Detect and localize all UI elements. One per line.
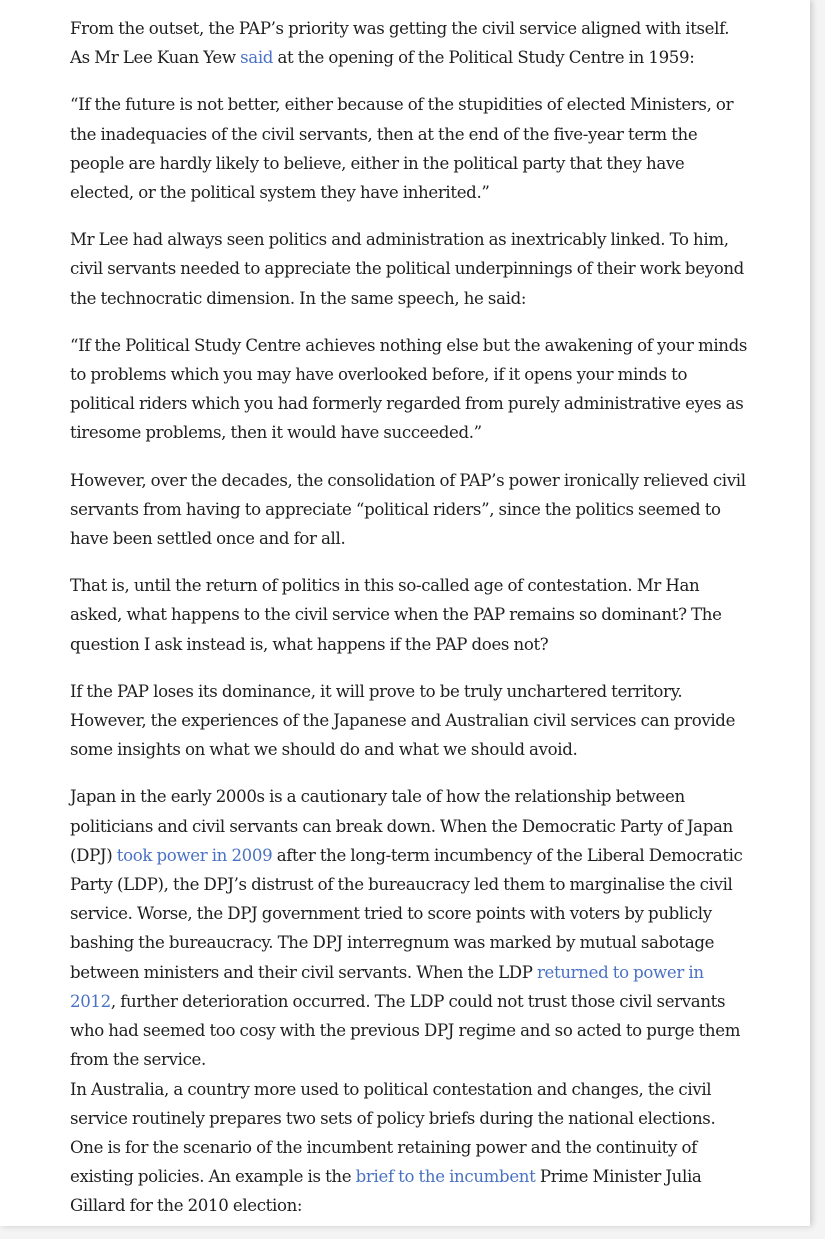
paragraph-japan (70, 782, 750, 1074)
article-body (70, 14, 750, 1239)
paragraph-australia-text-a: In Australia, a country more used to political contestation and changes, the civil service routinely prepares two sets of policy briefs during the national elections. One is for the scenario of the incumbent retaining power and the continuity of existing policies. An example is the (70, 1079, 716, 1187)
paragraph-australia (70, 1075, 750, 1221)
quote-2: “If the Political Study Centre achieves nothing else but the awakening of your minds to problems which you may have overlooked before, if it opens your minds to political riders which you had formerly regarded from purely administrative eyes as tiresome problems, then it would have succeeded.” (70, 335, 748, 443)
said-link[interactable]: said (240, 48, 274, 68)
paragraph-6: That is, until the return of politics in this so-called age of contestation. Mr Han asked, what happens to the civil service when the PAP remains so dominant? The question I ask instead is, what happens if the PAP does not? (70, 576, 722, 654)
paragraph-3: Mr Lee had always seen politics and administration as inextricably linked. To him, civil servants needed to appreciate the political underpinnings of their work beyond the technocratic dimension. In the same speech, he said: (70, 230, 744, 308)
paragraph-1-text-b: at the opening of the Political Study Centre in 1959: (273, 48, 695, 68)
paragraph-japan-text-b: after the long-term incumbency of the Liberal Democratic Party (LDP), the DPJ’s distrust of the bureaucracy led them to marginalise the civil service. Worse, the DPJ government tried to score points with voters by publicly bashing the bureaucracy. The DPJ interregnum was marked by mutual sabotage between ministers and their civil servants. When the LDP (70, 845, 743, 982)
paragraph-japan-text-c: , further deterioration occurred. The LDP could not trust those civil servants who had seemed too cosy with the previous DPJ regime and so acted to purge them from the service. (70, 991, 741, 1070)
brief-to-incumbent-link[interactable]: brief to the incumbent (355, 1167, 536, 1187)
paragraph-5: However, over the decades, the consolidation of PAP’s power ironically relieved civil servants from having to appreciate “political riders”, since the politics seemed to have been settled once and for all. (70, 470, 746, 549)
returned-to-power-link[interactable]: returned to power in 2012 (70, 962, 704, 1011)
paragraph-1 (70, 14, 750, 72)
paragraph-1-text-a: From the outset, the PAP’s priority was getting the civil service aligned with itself. As Mr Lee Kuan Yew (70, 19, 730, 68)
paragraph-australia-text-b: Prime Minister Julia Gillard for the 2010 election: (70, 1167, 702, 1216)
paragraph-japan-text-a: Japan in the early 2000s is a cautionary tale of how the relationship between politicians and civil servants can break down. When the Democratic Party of Japan (DPJ) (70, 787, 733, 865)
quote-1: “If the future is not better, either because of the stupidities of elected Ministers, or the inadequacies of the civil servants, then at the end of the five-year term the people are hardly likely to believe, either in the political party that they have elected, or the political system they have inherited.” (70, 95, 734, 203)
paragraph-7: If the PAP loses its dominance, it will prove to be truly unchartered territory. However, the experiences of the Japanese and Australian civil services can provide some insights on what we should do and what we should avoid. (70, 681, 736, 760)
took-power-link[interactable]: took power in 2009 (116, 845, 273, 865)
